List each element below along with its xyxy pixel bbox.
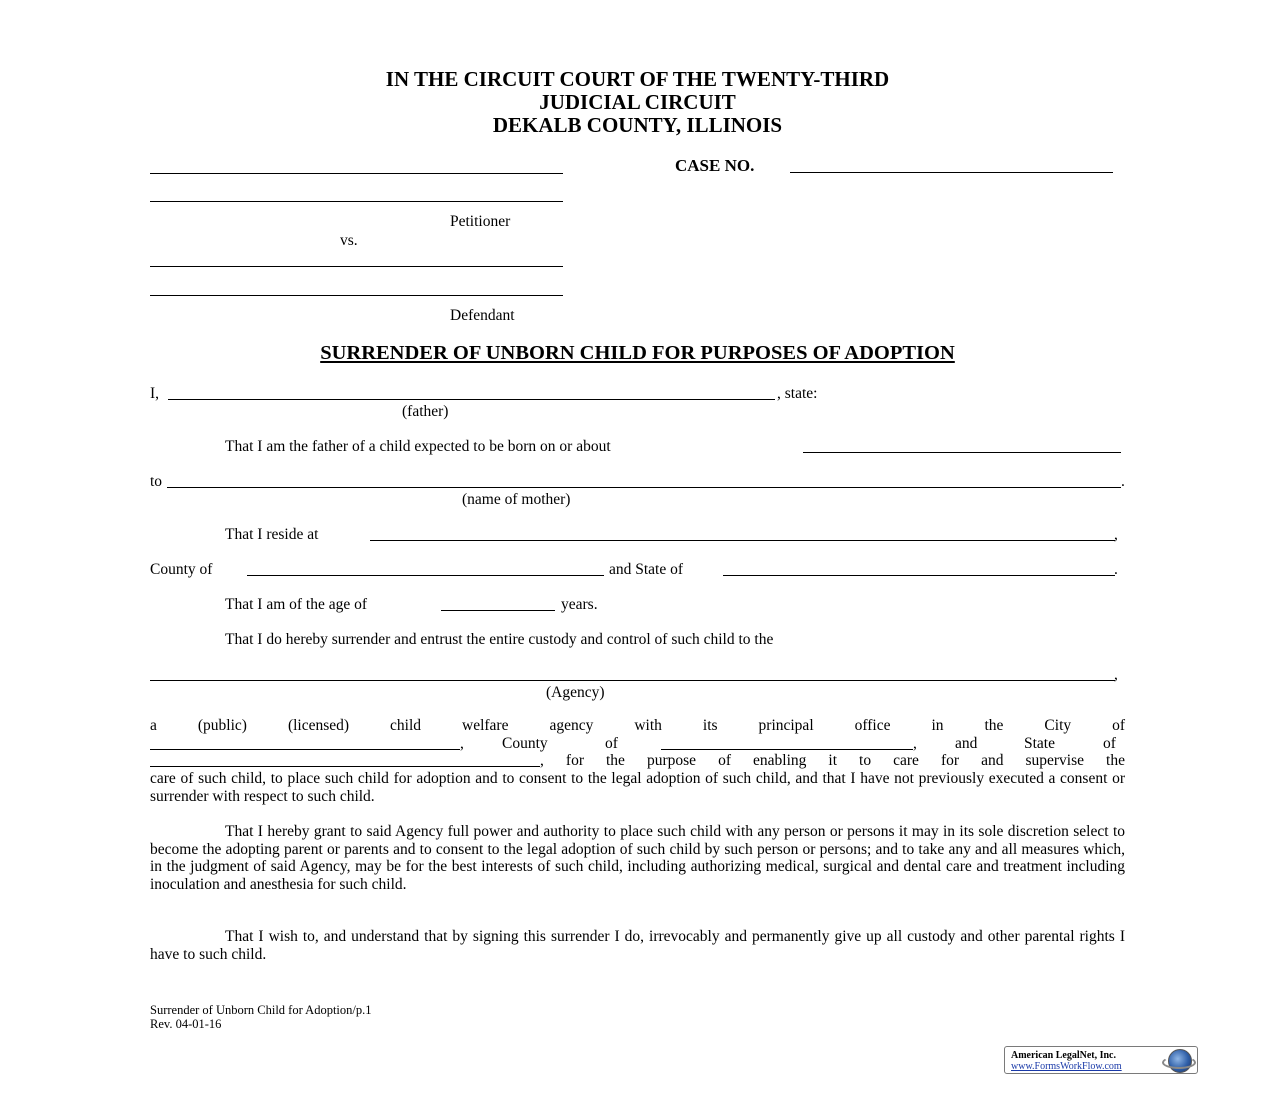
agency-paragraph-rest: care of such child, to place such child for adoption and to consent to the legal adoption of such child, and that I have not previously executed a consent or surrender with respect to such child. bbox=[150, 770, 1125, 805]
agency-caption: (Agency) bbox=[546, 684, 605, 701]
word: child bbox=[390, 717, 422, 734]
father-caption: (father) bbox=[402, 403, 449, 420]
agency-state-of-word: of bbox=[1103, 735, 1116, 752]
agency-comma: , bbox=[1114, 666, 1118, 683]
logo-company-name: American LegalNet, Inc. bbox=[1011, 1050, 1116, 1061]
reside-label: That I reside at bbox=[225, 526, 319, 543]
word: of bbox=[1112, 717, 1126, 734]
irrevocable-paragraph: That I wish to, and understand that by signing this surrender I do, irrevocably and permanently give up all custody and other parental rights I have to such child. bbox=[150, 928, 1125, 963]
case-no-field[interactable] bbox=[790, 172, 1113, 173]
word: (public) bbox=[197, 717, 247, 734]
agency-state-word: State bbox=[1024, 735, 1055, 752]
residence-address-field[interactable] bbox=[370, 540, 1115, 541]
defendant-label: Defendant bbox=[450, 307, 515, 324]
defendant-name-line-1[interactable] bbox=[150, 266, 563, 267]
footer-form-name: Surrender of Unborn Child for Adoption/p.1 bbox=[150, 1003, 372, 1017]
word: the bbox=[984, 717, 1004, 734]
word: City bbox=[1044, 717, 1072, 734]
case-no-label: CASE NO. bbox=[675, 156, 755, 175]
and-state-of-label: and State of bbox=[609, 561, 684, 578]
expected-birth-date-field[interactable] bbox=[803, 452, 1121, 453]
to-label: to bbox=[150, 473, 163, 490]
logo-url-link[interactable]: www.FormsWorkFlow.com bbox=[1011, 1061, 1122, 1072]
years-label: years. bbox=[561, 596, 598, 613]
agency-city-comma: , bbox=[460, 735, 464, 752]
word: principal bbox=[758, 717, 814, 734]
word: (licensed) bbox=[287, 717, 350, 734]
word: a bbox=[150, 717, 157, 734]
mother-caption: (name of mother) bbox=[462, 491, 571, 508]
residence-county-field[interactable] bbox=[247, 575, 604, 576]
court-name-line-2: JUDICIAL CIRCUIT bbox=[539, 90, 736, 114]
word: office bbox=[854, 717, 891, 734]
agency-purpose-text: , for the purpose of enabling it to care for and supervise the bbox=[540, 752, 1125, 769]
word: with bbox=[634, 717, 662, 734]
footer-revision: Rev. 04-01-16 bbox=[150, 1017, 222, 1031]
agency-county-comma: , bbox=[913, 735, 917, 752]
document-title: SURRENDER OF UNBORN CHILD FOR PURPOSES OF ADOPTION bbox=[320, 342, 955, 364]
i-label: I, bbox=[150, 385, 160, 402]
agency-paragraph-line-1 bbox=[150, 717, 1125, 735]
court-name-line-1: IN THE CIRCUIT COURT OF THE TWENTY-THIRD bbox=[385, 67, 890, 91]
agency-city-field[interactable] bbox=[150, 749, 460, 750]
agency-and-word: and bbox=[955, 735, 978, 752]
agency-county-of-word: of bbox=[605, 735, 618, 752]
residence-state-field[interactable] bbox=[723, 575, 1115, 576]
word: in bbox=[931, 717, 944, 734]
agency-county-word: County bbox=[502, 735, 548, 752]
court-county-line: DEKALB COUNTY, ILLINOIS bbox=[492, 113, 783, 137]
mother-name-field[interactable] bbox=[167, 487, 1121, 488]
petitioner-name-line-1[interactable] bbox=[150, 173, 563, 174]
globe-ring-icon bbox=[1162, 1056, 1196, 1069]
word: its bbox=[702, 717, 718, 734]
petitioner-name-line-2[interactable] bbox=[150, 201, 563, 202]
word: agency bbox=[549, 717, 594, 734]
father-name-field[interactable] bbox=[168, 399, 775, 400]
age-label: That I am of the age of bbox=[225, 596, 368, 613]
defendant-name-line-2[interactable] bbox=[150, 295, 563, 296]
residence-comma: , bbox=[1114, 526, 1118, 543]
vs-label: vs. bbox=[340, 232, 358, 249]
petitioner-label: Petitioner bbox=[450, 213, 511, 230]
word: welfare bbox=[462, 717, 509, 734]
surrender-statement: That I do hereby surrender and entrust the entire custody and control of such child to the bbox=[225, 631, 774, 648]
agency-state-field[interactable] bbox=[150, 766, 540, 767]
state-label: , state: bbox=[777, 385, 818, 402]
agency-name-field[interactable] bbox=[150, 680, 1115, 681]
agency-county-field[interactable] bbox=[661, 749, 913, 750]
county-of-label: County of bbox=[150, 561, 213, 578]
age-field[interactable] bbox=[441, 610, 555, 611]
grant-paragraph: That I hereby grant to said Agency full power and authority to place such child with any person or persons it may in its sole discretion select to become the adopting parent or parents and to consent to the legal adoption of such child by such person or persons; and to take any and all measures which, in the judgment of said Agency, may be for the best interests of such child, including authorizing medical, surgical and dental care and treatment including inoculation and anesthesia for such child. bbox=[150, 823, 1125, 893]
american-legalnet-logo[interactable] bbox=[1004, 1046, 1198, 1074]
father-statement: That I am the father of a child expected to be born on or about bbox=[225, 438, 611, 455]
mother-line-period: . bbox=[1121, 473, 1125, 490]
residence-period: . bbox=[1114, 561, 1118, 578]
